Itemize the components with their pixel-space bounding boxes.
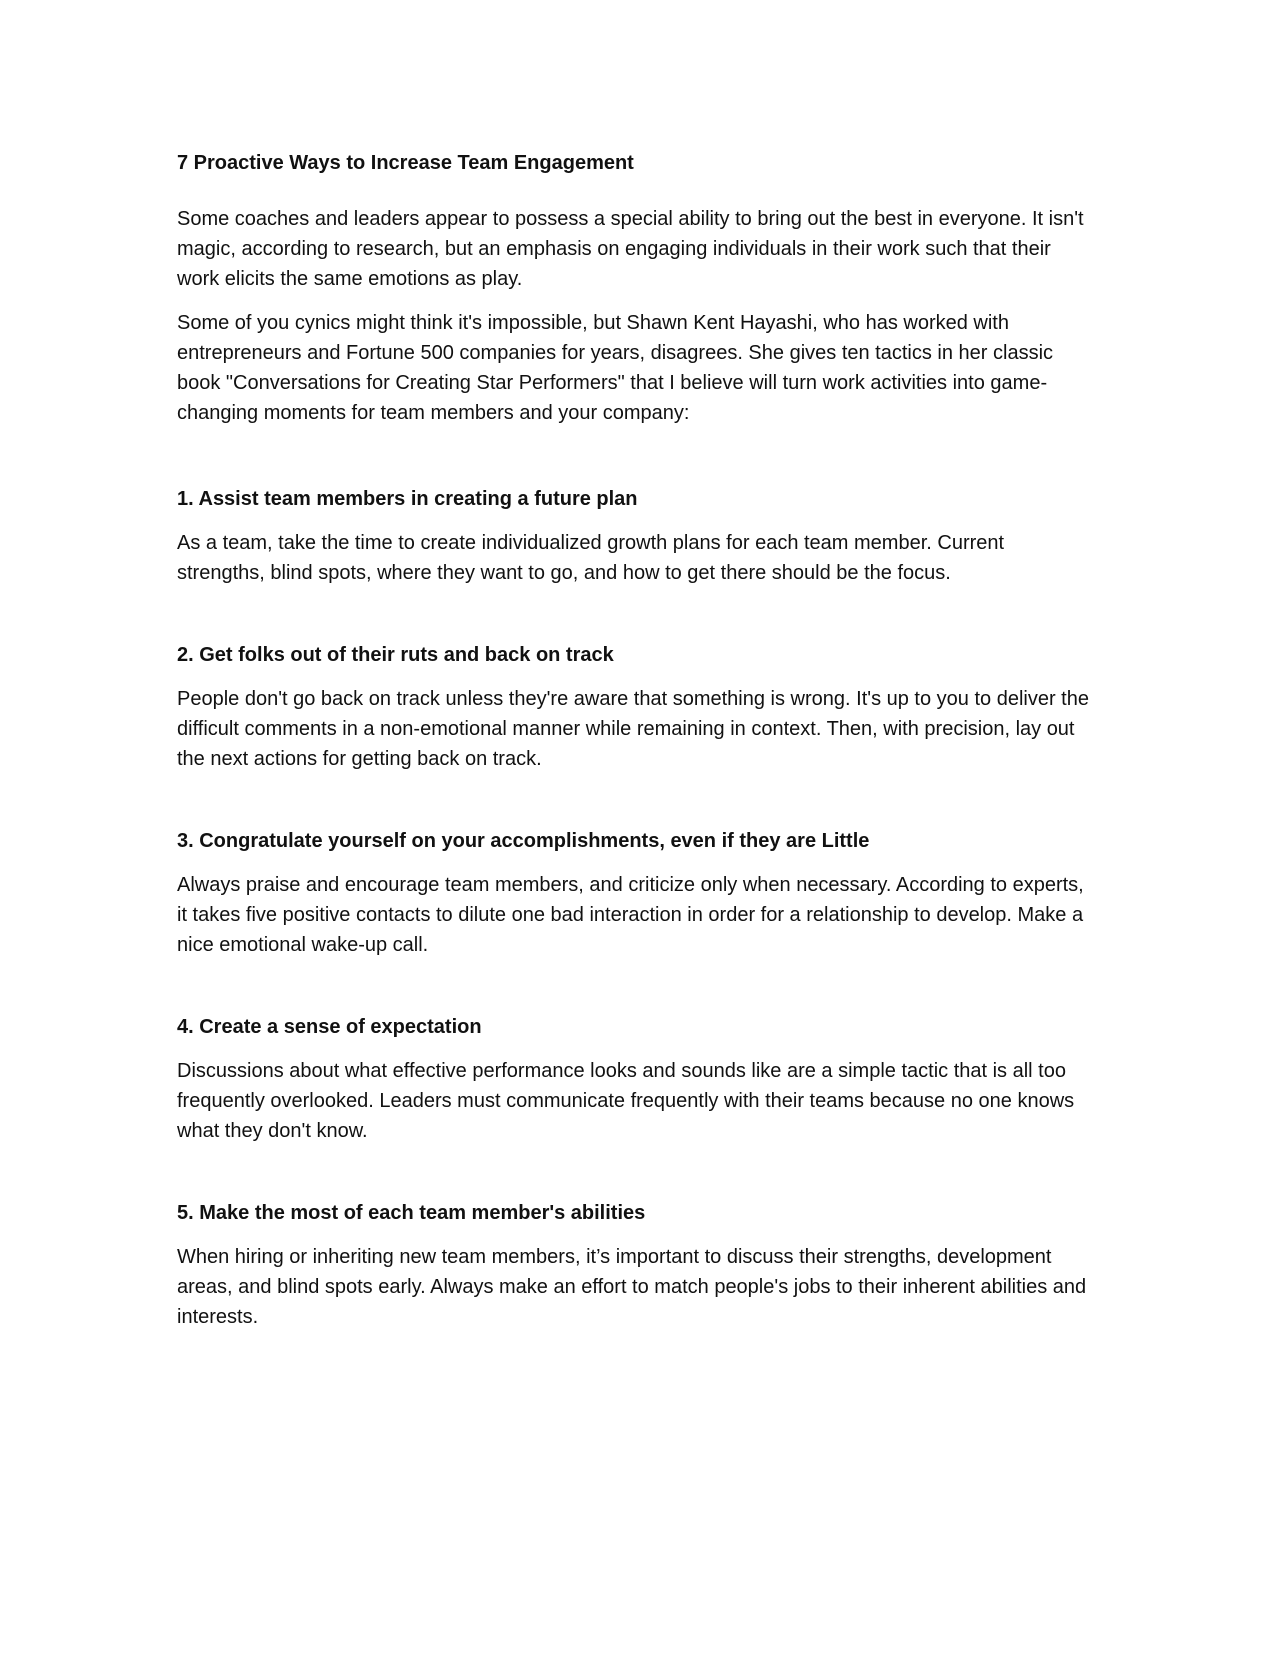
section-heading: 3. Congratulate yourself on your accomplishments, even if they are Little [177, 830, 870, 852]
section-5 [177, 1198, 1097, 1332]
section-body: Discussions about what effective performance looks and sounds like are a simple tactic that is all too frequently overlooked. Leaders must communicate frequently with their teams because no one knows what they don't know. [177, 1060, 1075, 1142]
intro-paragraph: Some coaches and leaders appear to possess a special ability to bring out the best in everyone. It isn't magic, according to research, but an emphasis on engaging individuals in their work such that their work elicits the same emotions as play. [177, 208, 1084, 290]
section-body: When hiring or inheriting new team members, it’s important to discuss their strengths, development areas, and blind spots early. Always make an effort to match people's jobs to their inherent abilities and interests. [177, 1246, 1087, 1328]
section-heading: 4. Create a sense of expectation [177, 1016, 482, 1038]
section-body: People don't go back on track unless they're aware that something is wrong. It's up to you to deliver the difficult comments in a non-emotional manner while remaining in context. Then, with precision, lay out the next actions for getting back on track. [177, 688, 1089, 770]
section-3 [177, 826, 1097, 960]
section-heading: 2. Get folks out of their ruts and back on track [177, 644, 614, 666]
document-content [177, 148, 1097, 1332]
document-title: 7 Proactive Ways to Increase Team Engagement [177, 152, 634, 174]
section-1 [177, 484, 1097, 588]
section-heading: 5. Make the most of each team member's abilities [177, 1202, 646, 1224]
section-2 [177, 640, 1097, 774]
section-body: Always praise and encourage team members, and criticize only when necessary. According to experts, it takes five positive contacts to dilute one bad interaction in order for a relationship to develop. Make a nice emotional wake-up call. [177, 874, 1084, 956]
section-body: As a team, take the time to create individualized growth plans for each team member. Current strengths, blind spots, where they want to go, and how to get there should be the focus. [177, 532, 1005, 584]
section-4 [177, 1012, 1097, 1146]
section-heading: 1. Assist team members in creating a future plan [177, 488, 638, 510]
intro-paragraph: Some of you cynics might think it's impossible, but Shawn Kent Hayashi, who has worked with entrepreneurs and Fortune 500 companies for years, disagrees. She gives ten tactics in her classic book "Conversations for Creating Star Performers" that I believe will turn work activities into game-changing moments for team members and your company: [177, 312, 1054, 424]
